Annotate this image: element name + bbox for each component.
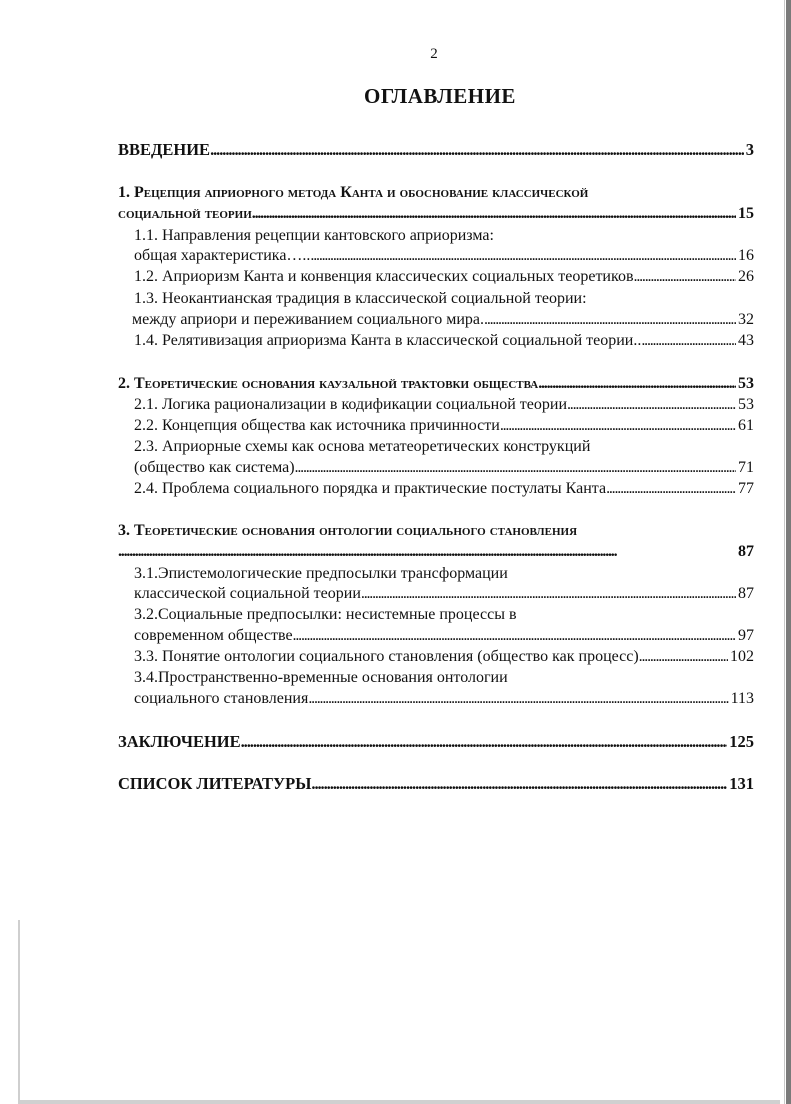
toc-entry-section-2-1[interactable]: 2.1. Логика рационализации в кодификации социальной теории . . . 53: [134, 394, 754, 416]
page-ref: 77: [738, 480, 754, 497]
leader-dots: [500, 415, 736, 437]
toc-entry-section-2-4[interactable]: 2.4. Проблема социального порядка и практические постулаты Канта . . . 77: [134, 478, 754, 500]
toc-entry-chapter-3[interactable]: [118, 541, 754, 563]
leader-dots: [634, 266, 736, 288]
page-ref: 131: [729, 774, 754, 793]
page-title: ОГЛАВЛЕНИЕ: [364, 84, 516, 108]
leader-dots: [252, 203, 736, 225]
toc-section-3-2-title[interactable]: 3.2.Социальные предпосылки: несистемные процессы в: [134, 606, 517, 623]
scan-edge-right: [786, 0, 791, 1104]
scan-edge-left: [18, 920, 20, 1104]
page-ref: 61: [738, 417, 754, 434]
page-ref: 113: [730, 690, 754, 707]
toc-section-1-3-title[interactable]: 1.3. Неокантианская традиция в классической социальной теории:: [134, 290, 587, 307]
toc-entry-section-1-3[interactable]: между априори и переживанием социального мира. . . . 32: [132, 309, 754, 331]
toc-entry-references[interactable]: СПИСОК ЛИТЕРАТУРЫ . . . 131: [118, 773, 754, 795]
page-ref: 125: [729, 732, 754, 751]
leader-dots: [311, 773, 727, 795]
page-ref: 71: [738, 459, 754, 476]
toc-entry-chapter-1[interactable]: социальной теории . . . 15: [118, 203, 754, 225]
leader-dots: [241, 731, 728, 753]
leader-dots: [308, 688, 728, 710]
toc-entry-section-1-1[interactable]: общая характеристика….. . . . 16: [134, 245, 754, 267]
toc-entry-section-2-2[interactable]: 2.2. Концепция общества как источника причинности . . . 61: [134, 415, 754, 437]
toc-entry-conclusion[interactable]: ЗАКЛЮЧЕНИЕ . . . 125: [118, 731, 754, 753]
leader-dots: [639, 646, 728, 668]
toc-entry-section-3-2[interactable]: современном обществе . . . 97: [134, 625, 754, 647]
toc-section-1-1-title[interactable]: 1.1. Направления рецепции кантовского априоризма:: [134, 227, 494, 244]
leader-dots: [606, 478, 736, 500]
leader-dots: [293, 625, 736, 647]
leader-dots: [118, 541, 736, 563]
toc-entry-section-3-3[interactable]: 3.3. Понятие онтологии социального становления (общество как процесс) . . . 102: [134, 646, 754, 668]
toc-entry-section-1-4[interactable]: 1.4. Релятивизация априоризма Канта в классической социальной теории.. . . . 43: [134, 330, 754, 352]
leader-dots: [210, 139, 744, 161]
leader-dots: [295, 457, 736, 479]
page-ref: 87: [738, 585, 754, 602]
scan-edge-inner: [784, 0, 785, 1104]
page-ref: 43: [738, 332, 754, 349]
page-ref: 16: [738, 247, 754, 264]
toc-entry-section-3-4[interactable]: социального становления . . . 113: [134, 688, 754, 710]
toc-chapter-1-title[interactable]: 1. Рецепция априорного метода Канта и обоснование классической: [118, 184, 589, 201]
leader-dots: [641, 330, 736, 352]
page-ref: 53: [738, 375, 754, 392]
toc-entry-section-3-1[interactable]: классической социальной теории . . . 87: [134, 583, 754, 605]
page-ref: 3: [745, 140, 754, 159]
leader-dots: [310, 245, 736, 267]
page-ref: 26: [738, 268, 754, 285]
leader-dots: [361, 583, 736, 605]
leader-dots: [484, 309, 736, 331]
toc-section-3-4-title[interactable]: 3.4.Пространственно-временные основания онтологии: [134, 669, 508, 686]
page-ref: 102: [730, 648, 754, 665]
toc-entry-section-1-2[interactable]: 1.2. Априоризм Канта и конвенция классических социальных теоретиков . . . 26: [134, 266, 754, 288]
scan-edge-bottom: [20, 1100, 780, 1104]
page-ref: 87: [738, 543, 754, 560]
page-ref: 53: [738, 396, 754, 413]
leader-dots: [538, 373, 736, 395]
toc-chapter-3-title[interactable]: 3. Теоретические основания онтологии социального становления: [118, 522, 578, 539]
page-number: 2: [430, 46, 438, 62]
page-ref: 97: [738, 627, 754, 644]
toc-section-2-3-title[interactable]: 2.3. Априорные схемы как основа метатеоретических конструкций: [134, 438, 591, 455]
toc-entry-section-2-3[interactable]: (общество как система) . . . 71: [134, 457, 754, 479]
toc-entry-intro[interactable]: ВВЕДЕНИЕ . . . 3: [118, 139, 754, 161]
toc-section-3-1-title[interactable]: 3.1.Эпистемологические предпосылки трансформации: [134, 565, 508, 582]
page-ref: 15: [738, 205, 754, 222]
leader-dots: [567, 394, 736, 416]
toc-entry-chapter-2[interactable]: 2. Теоретические основания каузальной трактовки общества . . . 53: [118, 373, 754, 395]
page-ref: 32: [738, 311, 754, 328]
